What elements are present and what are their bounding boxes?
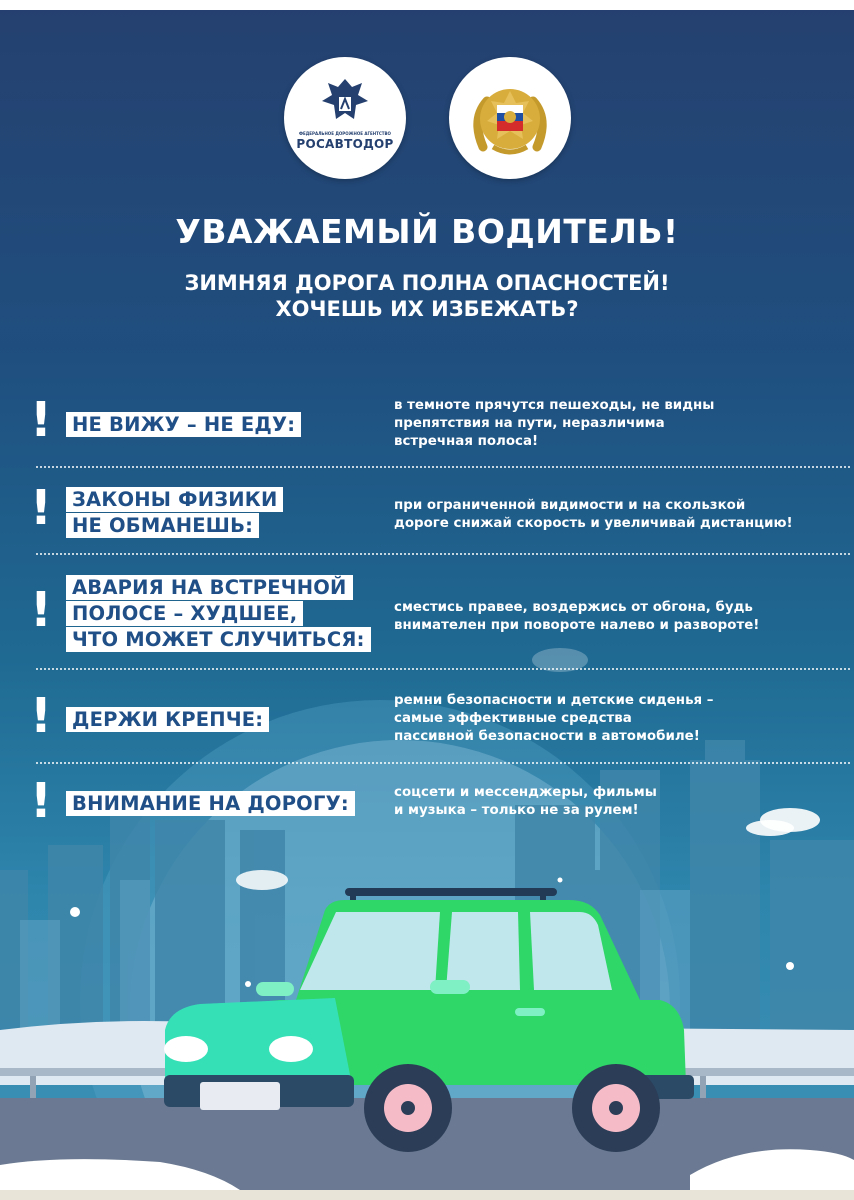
tip-heading (66, 412, 301, 438)
subtitle-line: ЗИМНЯЯ ДОРОГА ПОЛНА ОПАСНОСТЕЙ! (184, 271, 670, 295)
dotted-divider (36, 466, 850, 468)
exclamation-icon: ! (30, 688, 52, 744)
tip-text-line: при ограниченной видимости и на скользкой (394, 498, 746, 513)
tip-heading-line: ЗАКОНЫ ФИЗИКИ (66, 487, 283, 512)
dotted-divider (36, 553, 850, 555)
tip-text (394, 692, 842, 746)
tip-text (394, 599, 842, 635)
exclamation-icon: ! (30, 582, 52, 638)
tip-text-line: сместись правее, воздержись от обгона, будь (394, 600, 753, 615)
tip-text-line: пассивной безопасности в автомобиле! (394, 729, 700, 744)
tip-heading-line: ДЕРЖИ КРЕПЧЕ: (66, 707, 269, 732)
tip-text-line: самые эффективные средства (394, 711, 632, 726)
tip-text-line: дороге снижай скорость и увеличивай дистанцию! (394, 516, 793, 531)
tip-heading (66, 791, 355, 817)
tip-text-line: ремни безопасности и детские сиденья – (394, 693, 714, 708)
tip-heading-line: НЕ ВИЖУ – НЕ ЕДУ: (66, 412, 301, 437)
tip-text-line: в темноте прячутся пешеходы, не видны (394, 398, 715, 413)
tip-heading-line: НЕ ОБМАНЕШЬ: (66, 513, 259, 538)
tip-heading-line: ВНИМАНИЕ НА ДОРОГУ: (66, 791, 355, 816)
tip-text (394, 784, 842, 820)
page-title: УВАЖАЕМЫЙ ВОДИТЕЛЬ! (175, 212, 679, 251)
tip-heading (66, 487, 283, 539)
exclamation-icon: ! (30, 480, 52, 536)
exclamation-icon: ! (30, 773, 52, 829)
exclamation-icon: ! (30, 392, 52, 448)
tip-text (394, 397, 842, 451)
bottom-band (0, 1190, 854, 1200)
tip-text-line: соцсети и мессенджеры, фильмы (394, 785, 657, 800)
tip-heading (66, 707, 269, 733)
tip-heading-line: ЧТО МОЖЕТ СЛУЧИТЬСЯ: (66, 627, 371, 652)
tip-text-line: и музыка – только не за рулем! (394, 803, 639, 818)
dotted-divider (36, 762, 850, 764)
tip-text-line: препятствия на пути, неразличима (394, 416, 665, 431)
dotted-divider (36, 668, 850, 670)
agency-name: РОСАВТОДОР (296, 137, 394, 151)
agency-subtitle: ФЕДЕРАЛЬНОЕ ДОРОЖНОЕ АГЕНТСТВО (299, 131, 391, 136)
tip-text (394, 497, 842, 533)
tip-text-line: внимателен при повороте налево и развороте! (394, 618, 760, 633)
subtitle-line: ХОЧЕШЬ ИХ ИЗБЕЖАТЬ? (275, 297, 579, 321)
tip-heading-line: ПОЛОСЕ – ХУДШЕЕ, (66, 601, 303, 626)
tip-heading (66, 575, 371, 653)
tip-heading-line: АВАРИЯ НА ВСТРЕЧНОЙ (66, 575, 353, 600)
tip-text-line: встречная полоса! (394, 434, 539, 449)
